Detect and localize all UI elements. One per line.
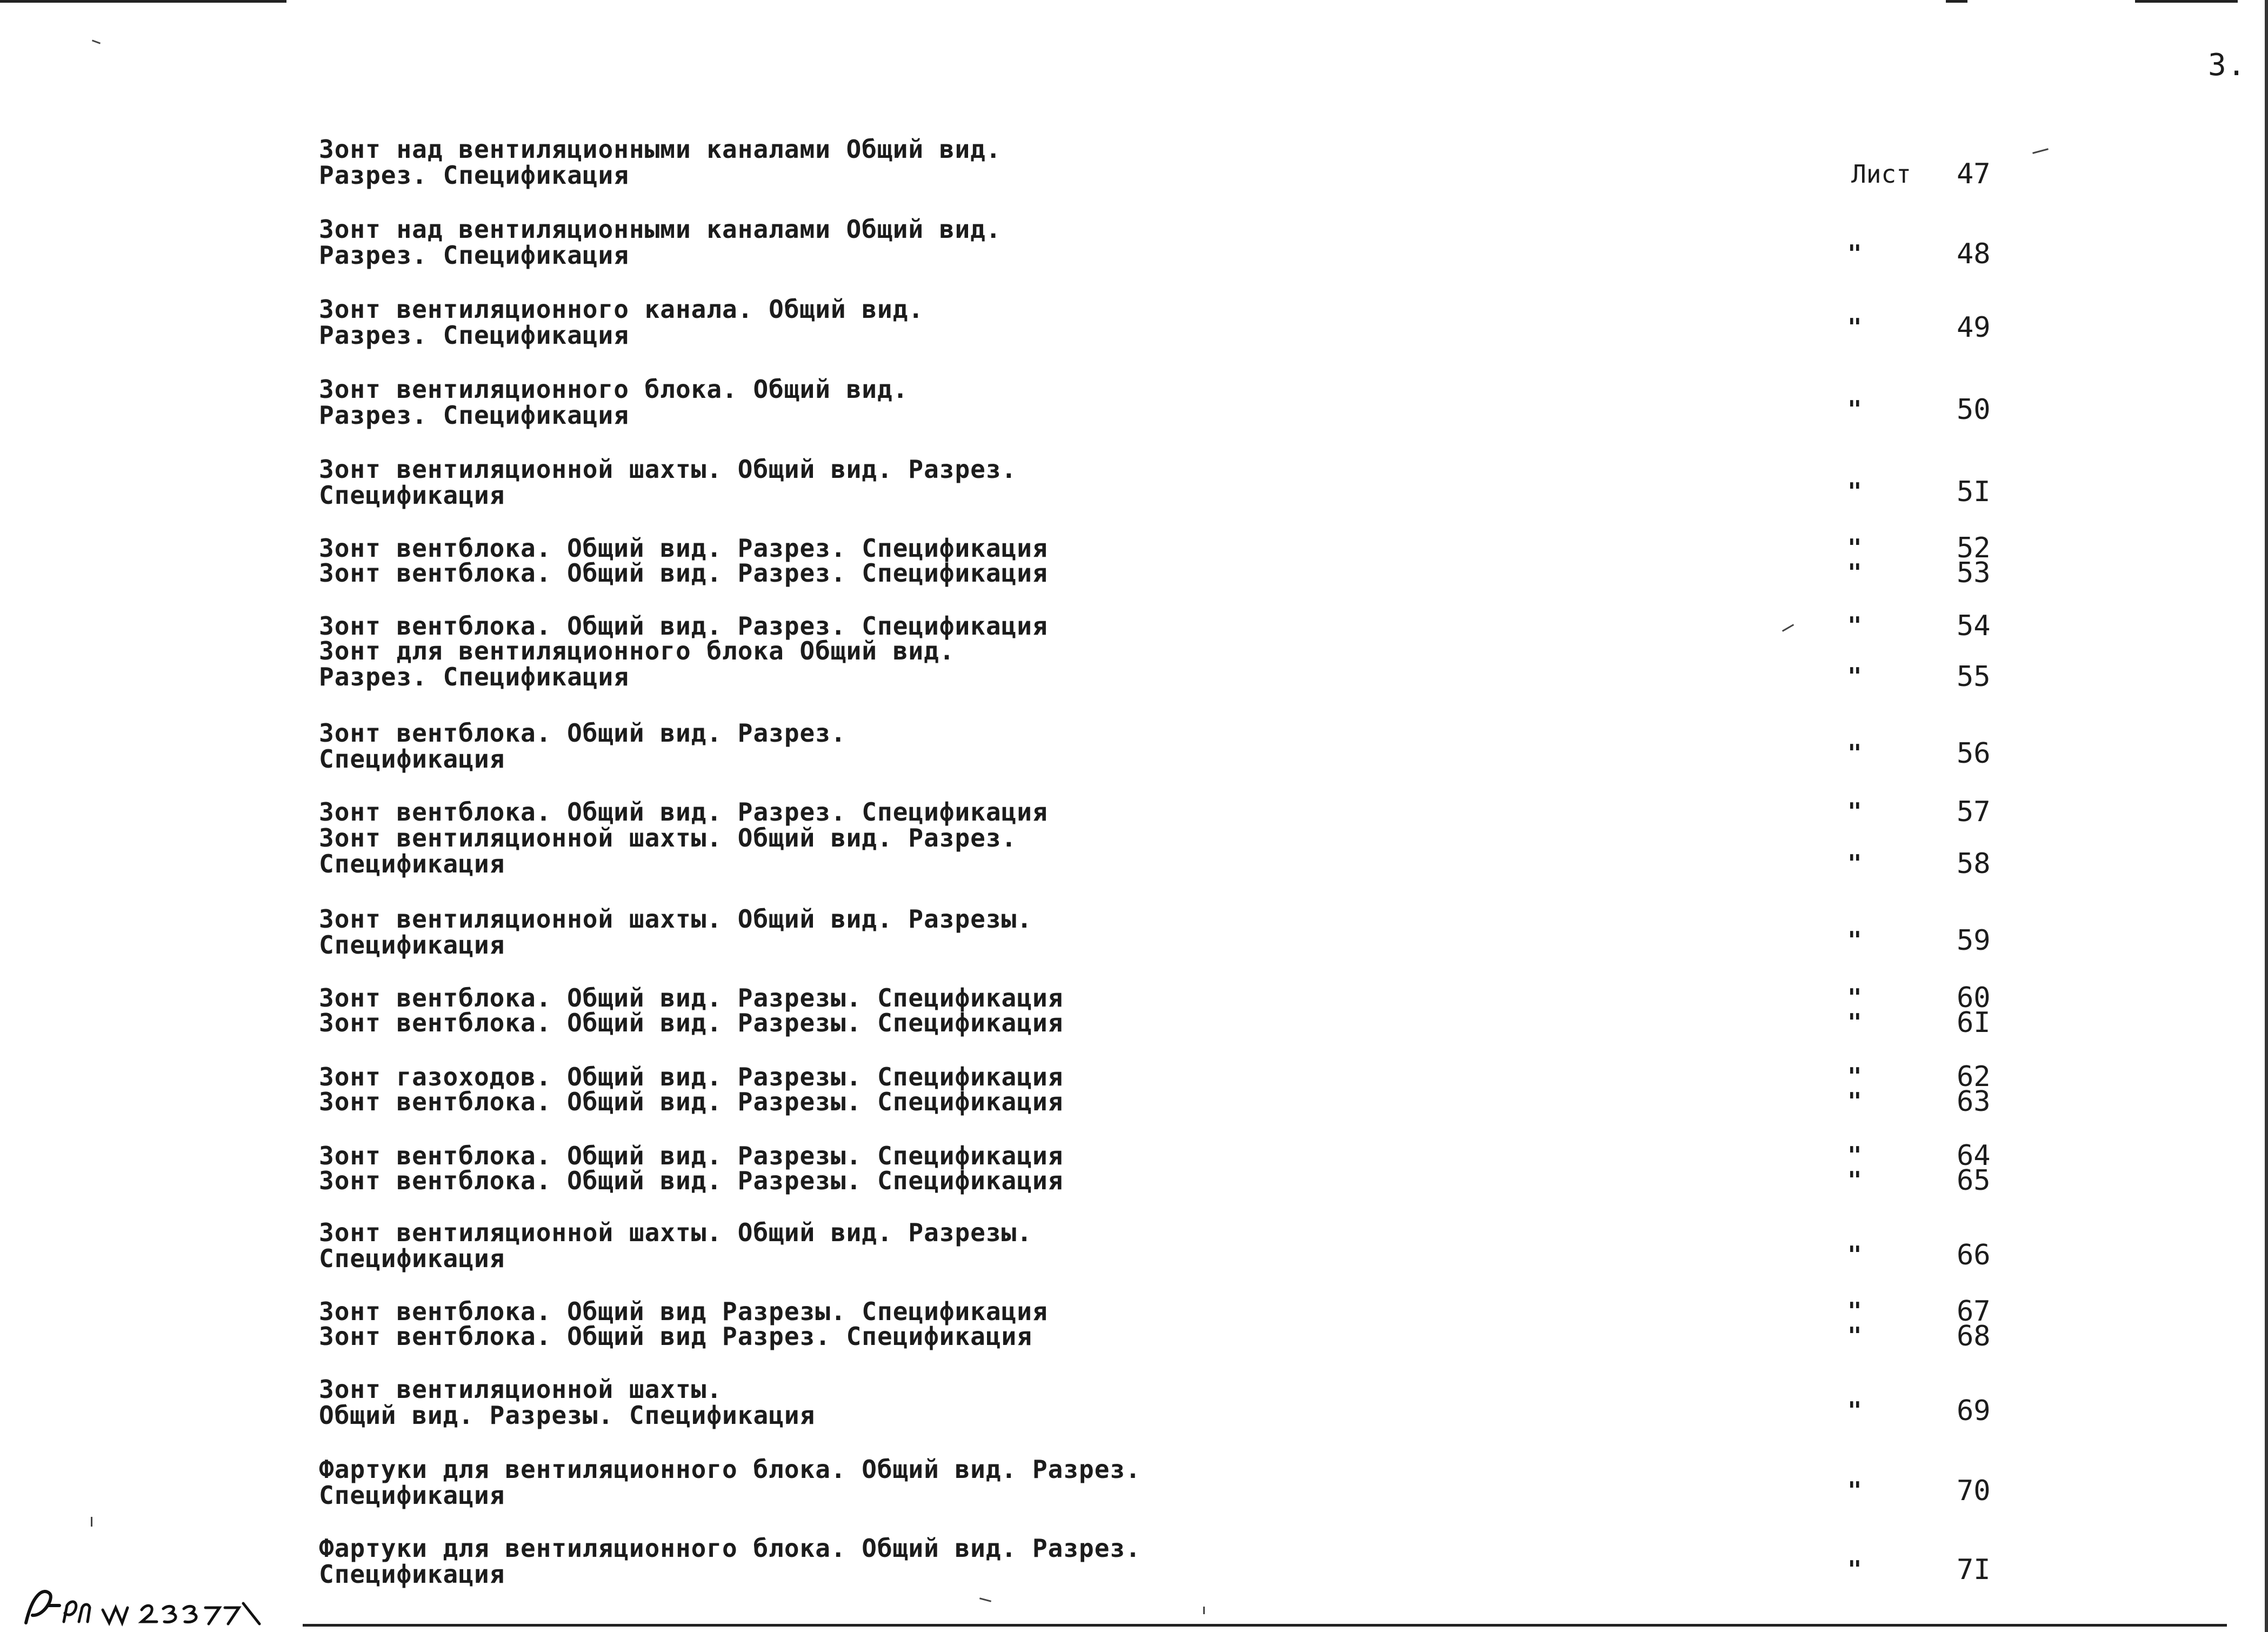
ditto-mark: " <box>1847 1477 1862 1504</box>
drawing-title-line: Зонт вентблока. Общий вид Разрезы. Спецификация <box>319 1297 1048 1326</box>
scan-speck <box>92 39 101 44</box>
drawing-title-line: Зонт вентблока. Общий вид. Разрезы. Спецификация <box>319 1141 1064 1170</box>
ditto-mark: " <box>1847 1241 1862 1269</box>
scan-speck <box>1203 1607 1205 1614</box>
sheet-label: Лист <box>1851 159 1911 189</box>
scan-edge-right <box>2265 0 2268 1632</box>
scan-edge-top-mark <box>1946 0 1967 3</box>
ditto-mark: " <box>1847 478 1862 505</box>
sheet-number: 50 <box>1957 394 1991 426</box>
ditto-mark: " <box>1847 1297 1862 1325</box>
ditto-mark: " <box>1847 612 1862 640</box>
sheet-number: 52 <box>1957 532 1991 564</box>
drawing-title-line: Спецификация <box>319 1481 505 1510</box>
ditto-mark: " <box>1847 1088 1862 1115</box>
drawing-title-line: Спецификация <box>319 1244 505 1273</box>
ditto-mark: " <box>1847 396 1862 423</box>
scan-speck <box>979 1597 991 1602</box>
sheet-number: 48 <box>1957 238 1991 270</box>
drawing-title-line: Зонт над вентиляционными каналами Общий вид. <box>319 215 1002 244</box>
sheet-number: 55 <box>1957 661 1991 693</box>
scan-speck <box>2032 148 2049 154</box>
drawing-title-line: Разрез. Спецификация <box>319 241 629 270</box>
sheet-number: 62 <box>1957 1061 1991 1093</box>
sheet-number: 60 <box>1957 982 1991 1014</box>
drawing-title-line: Зонт вентблока. Общий вид. Разрез. <box>319 718 846 748</box>
sheet-number: 7I <box>1957 1554 1991 1586</box>
drawing-title-line: Спецификация <box>319 930 505 960</box>
sheet-number: 54 <box>1957 610 1991 642</box>
drawing-title-line: Разрез. Спецификация <box>319 321 629 350</box>
sheet-number: 59 <box>1957 924 1991 957</box>
sheet-number: 66 <box>1957 1239 1991 1271</box>
scan-speck <box>91 1517 92 1527</box>
ditto-mark: " <box>1847 1009 1862 1036</box>
drawing-title-line: Зонт вентблока. Общий вид. Разрез. Спецификация <box>319 558 1048 588</box>
drawing-title-line: Зонт вентблока. Общий вид. Разрез. Спецификация <box>319 797 1048 827</box>
ditto-mark: " <box>1847 240 1862 268</box>
ditto-mark: " <box>1847 1556 1862 1583</box>
page-number: 3. <box>2208 48 2247 83</box>
drawing-title-line: Зонт вентиляционной шахты. Общий вид. Разрезы. <box>319 1218 1032 1247</box>
drawing-title-line: Спецификация <box>319 481 505 510</box>
ditto-mark: " <box>1847 559 1862 587</box>
sheet-number: 53 <box>1957 557 1991 589</box>
ditto-mark: " <box>1847 663 1862 690</box>
scan-speck <box>1782 624 1794 632</box>
drawing-title-line: Зонт вентиляционной шахты. Общий вид. Разрез. <box>319 455 1017 484</box>
sheet-number: 47 <box>1957 158 1991 190</box>
ditto-mark: " <box>1847 1167 1862 1194</box>
drawing-title-line: Спецификация <box>319 849 505 878</box>
drawing-title-line: Разрез. Спецификация <box>319 161 629 190</box>
ditto-mark: " <box>1847 850 1862 877</box>
drawing-title-line: Зонт вентблока. Общий вид Разрез. Спецификация <box>319 1322 1032 1351</box>
drawing-title-line: Зонт над вентиляционными каналами Общий вид. <box>319 135 1002 164</box>
drawing-title-line: Зонт вентиляционного блока. Общий вид. <box>319 375 909 404</box>
scan-edge-bottom <box>303 1624 2227 1627</box>
ditto-mark: " <box>1847 534 1862 562</box>
ditto-mark: " <box>1847 984 1862 1011</box>
ditto-mark: " <box>1847 314 1862 341</box>
sheet-number: 56 <box>1957 737 1991 770</box>
sheet-number: 49 <box>1957 311 1991 344</box>
drawing-title-line: Спецификация <box>319 1560 505 1589</box>
ditto-mark: " <box>1847 1397 1862 1424</box>
drawing-title-line: Зонт вентблока. Общий вид. Разрез. Спецификация <box>319 611 1048 641</box>
scan-edge-top-right <box>2135 0 2238 3</box>
sheet-number: 67 <box>1957 1295 1991 1328</box>
ditto-mark: " <box>1847 927 1862 954</box>
ditto-mark: " <box>1847 740 1862 767</box>
sheet-number: 69 <box>1957 1395 1991 1427</box>
drawing-title-line: Зонт вентблока. Общий вид. Разрезы. Спецификация <box>319 1087 1064 1116</box>
drawing-title-line: Общий вид. Разрезы. Спецификация <box>319 1401 816 1430</box>
ditto-mark: " <box>1847 1063 1862 1090</box>
drawing-title-line: Зонт вентиляционной шахты. Общий вид. Разрезы. <box>319 904 1032 934</box>
drawing-title-line: Зонт вентиляционной шахты. Общий вид. Разрез. <box>319 823 1017 852</box>
drawing-title-line: Зонт вентблока. Общий вид. Разрезы. Спецификация <box>319 1166 1064 1195</box>
drawing-title-line: Разрез. Спецификация <box>319 662 629 691</box>
drawing-title-line: Зонт вентблока. Общий вид. Разрезы. Спецификация <box>319 1008 1064 1037</box>
sheet-number: 68 <box>1957 1320 1991 1353</box>
sheet-number: 63 <box>1957 1085 1991 1118</box>
sheet-number: 57 <box>1957 796 1991 828</box>
ditto-mark: " <box>1847 798 1862 825</box>
sheet-number: 70 <box>1957 1475 1991 1507</box>
handwritten-archive-stamp <box>22 1584 292 1627</box>
drawing-title-line: Спецификация <box>319 744 505 774</box>
drawing-title-line: Разрез. Спецификация <box>319 401 629 430</box>
drawing-title-line: Зонт вентиляционного канала. Общий вид. <box>319 295 924 324</box>
sheet-number: 5I <box>1957 476 1991 508</box>
drawing-title-line: Зонт вентиляционной шахты. <box>319 1375 723 1404</box>
drawing-title-line: Фартуки для вентиляционного блока. Общий вид. Разрез. <box>319 1455 1141 1484</box>
sheet-number: 58 <box>1957 848 1991 880</box>
ditto-mark: " <box>1847 1142 1862 1169</box>
sheet-number: 64 <box>1957 1140 1991 1172</box>
sheet-number: 6I <box>1957 1007 1991 1039</box>
drawing-title-line: Фартуки для вентиляционного блока. Общий вид. Разрез. <box>319 1534 1141 1563</box>
drawing-title-line: Зонт газоходов. Общий вид. Разрезы. Спецификация <box>319 1062 1064 1091</box>
sheet-number: 65 <box>1957 1164 1991 1197</box>
scan-edge-top <box>0 0 286 3</box>
drawing-title-line: Зонт для вентиляционного блока Общий вид. <box>319 636 955 665</box>
drawing-title-line: Зонт вентблока. Общий вид. Разрезы. Спецификация <box>319 983 1064 1012</box>
ditto-mark: " <box>1847 1322 1862 1350</box>
drawing-title-line: Зонт вентблока. Общий вид. Разрез. Спецификация <box>319 534 1048 563</box>
